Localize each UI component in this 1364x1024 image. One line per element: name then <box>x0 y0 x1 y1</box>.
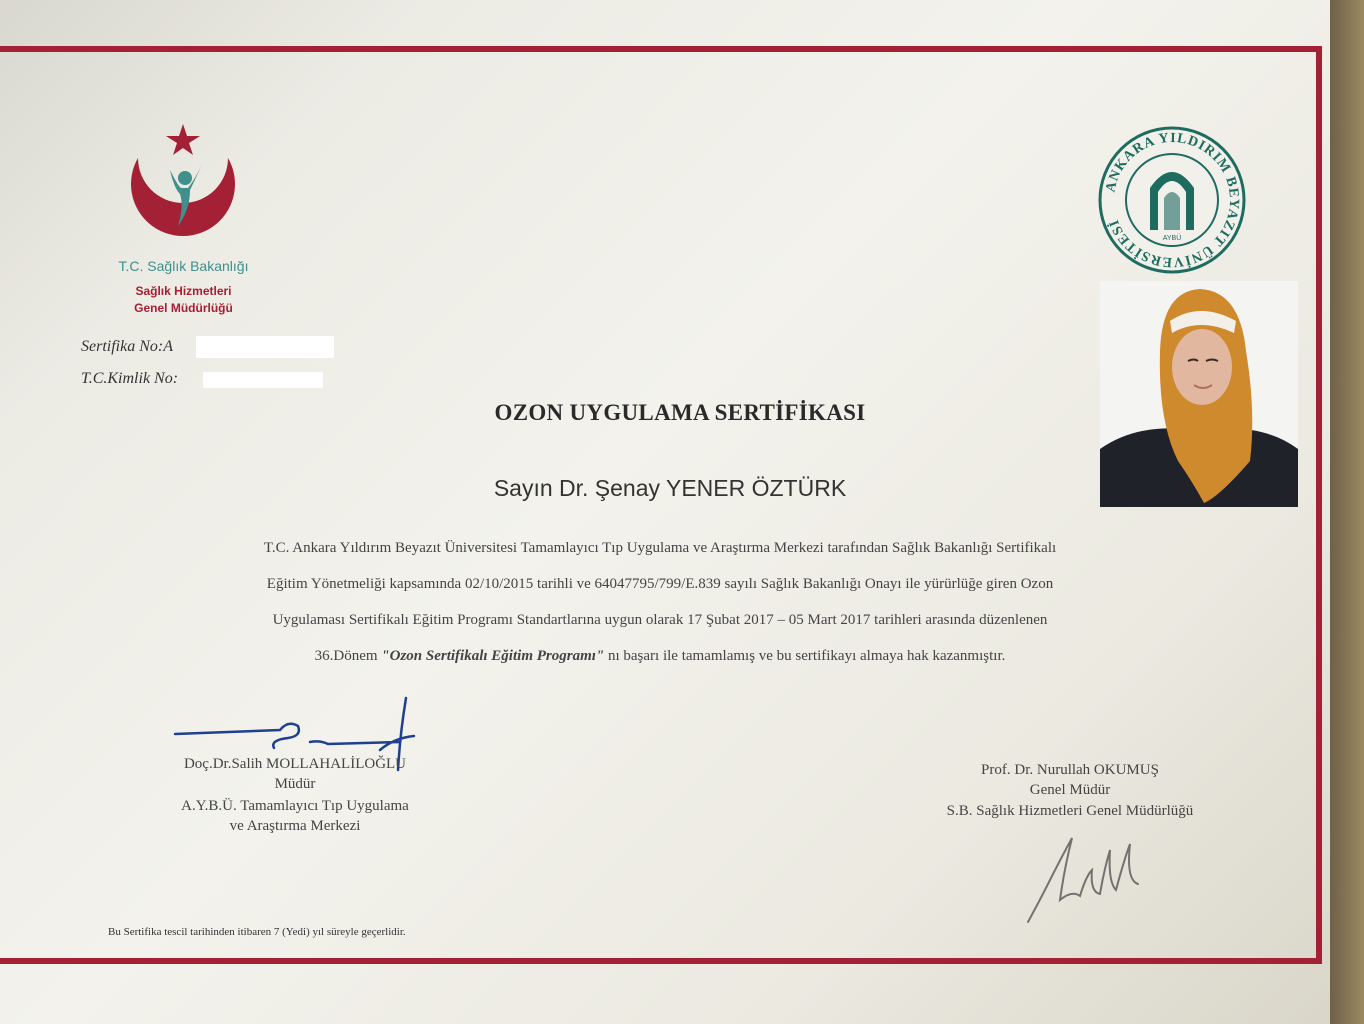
recipient-name: Sayın Dr. Şenay YENER ÖZTÜRK <box>493 475 847 501</box>
left-signatory-org-line2: ve Araştırma Merkezi <box>229 818 361 834</box>
body-line-4-suffix: nı başarı ile tamamlamış ve bu sertifikayı almaya hak kazanmıştır. <box>604 648 1006 664</box>
recipient-photo <box>1100 281 1298 507</box>
ministry-department-line1: Sağlık Hizmetleri <box>135 284 232 298</box>
body-line-2: Eğitim Yönetmeliği kapsamında 02/10/2015 tarihli ve 64047795/799/E.839 sayılı Sağlık Bakanlığı Onayı ile yürürlüğe giren Ozon <box>266 576 1054 592</box>
seal-abbreviation: AYBÜ <box>1162 235 1182 242</box>
body-line-3: Uygulaması Sertifikalı Eğitim Programı Standartlarına uygun olarak 17 Şubat 2017 – 05 Mart 2017 tarihleri arasında düzenlenen <box>272 612 1048 628</box>
body-line-4 <box>130 648 1190 665</box>
left-signatory-title: Müdür <box>274 776 316 792</box>
left-signatory-name: Doç.Dr.Salih MOLLAHALİLOĞLU <box>183 756 407 772</box>
seal-text: ANKARA YILDIRIM BEYAZIT ÜNİVERSİTESİ <box>1103 130 1242 270</box>
body-line-4-prefix: 36.Dönem <box>314 648 382 664</box>
right-signatory-name: Prof. Dr. Nurullah OKUMUŞ <box>981 762 1159 778</box>
right-signatory-title: Genel Müdür <box>1029 782 1111 798</box>
ministry-department-line2: Genel Müdürlüğü <box>134 301 233 315</box>
program-name: "Ozon Sertifikalı Eğitim Programı" <box>381 648 605 664</box>
university-seal-icon <box>1094 126 1250 274</box>
body-line-1: T.C. Ankara Yıldırım Beyazıt Üniversitesi Tamamlayıcı Tıp Uygulama ve Araştırma Merkezi tarafından Sağlık Bakanlığı Sertifikalı <box>263 540 1057 556</box>
ministry-logo-icon <box>118 118 248 258</box>
picture-frame-edge <box>1330 0 1364 1024</box>
certificate-number-label: Sertifika No:A <box>81 338 173 355</box>
certificate-number-redaction <box>196 336 334 358</box>
validity-note: Bu Sertifika tescil tarihinden itibaren 7 (Yedi) yıl süreyle geçerlidir. <box>108 926 406 938</box>
right-signatory-org: S.B. Sağlık Hizmetleri Genel Müdürlüğü <box>946 803 1194 819</box>
right-signature-icon <box>1020 830 1160 930</box>
id-number-redaction <box>203 372 323 388</box>
left-signatory-org-line1: A.Y.B.Ü. Tamamlayıcı Tıp Uygulama <box>181 798 409 814</box>
id-number-label: T.C.Kimlik No: <box>81 370 179 387</box>
certificate-title: OZON UYGULAMA SERTİFİKASI <box>494 400 866 425</box>
ministry-name: T.C. Sağlık Bakanlığı <box>118 258 249 274</box>
